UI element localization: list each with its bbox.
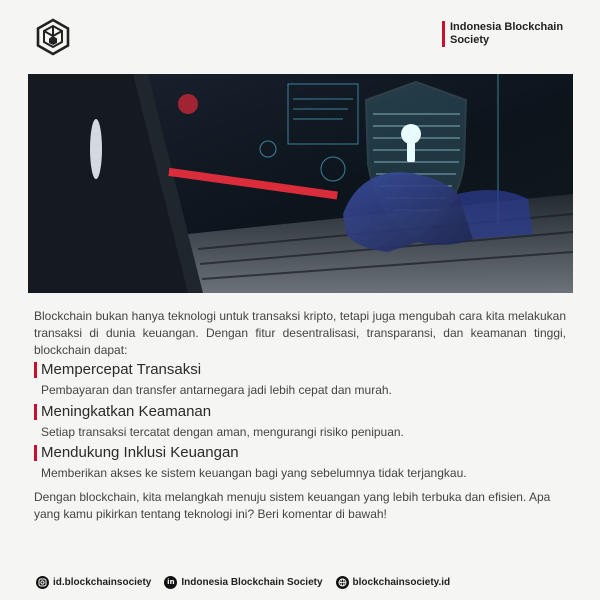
linkedin-link[interactable] bbox=[164, 576, 322, 589]
benefit-description: Setiap transaksi tercatat dengan aman, mengurangi risiko penipuan. bbox=[41, 425, 404, 439]
benefit-title: Mendukung Inklusi Keuangan bbox=[41, 444, 239, 461]
instagram-icon bbox=[36, 576, 49, 589]
intro-text: Blockchain bukan hanya teknologi untuk transaksi kripto, tetapi juga mengubah cara kita melakukan transaksi di dunia keuangan. Dengan fitur desentralisasi, transparansi, dan keamanan tinggi, blockchain dapat: bbox=[34, 309, 566, 357]
accent-bar bbox=[34, 404, 37, 420]
blockchain-cube-icon bbox=[36, 18, 70, 56]
benefit-item bbox=[34, 444, 564, 481]
globe-icon bbox=[336, 576, 349, 589]
benefit-item bbox=[34, 403, 564, 440]
website-link[interactable] bbox=[336, 576, 451, 589]
linkedin-icon: in bbox=[164, 576, 177, 589]
org-name: Indonesia Blockchain Society bbox=[442, 21, 572, 47]
benefit-item bbox=[34, 361, 564, 398]
social-footer bbox=[36, 574, 566, 590]
linkedin-name: Indonesia Blockchain Society bbox=[181, 576, 323, 588]
accent-bar bbox=[34, 362, 37, 378]
hero-image bbox=[28, 74, 573, 293]
accent-bar bbox=[34, 445, 37, 461]
outro-text: Dengan blockchain, kita melangkah menuju sistem keuangan yang lebih terbuka dan efisien. Apa yang kamu pikirkan tentang teknologi ini? Beri komentar di bawah! bbox=[34, 490, 551, 521]
instagram-handle: id.blockchainsociety bbox=[53, 576, 152, 588]
benefit-description: Memberikan akses ke sistem keuangan bagi yang sebelumnya tidak terjangkau. bbox=[41, 466, 467, 480]
website-url: blockchainsociety.id bbox=[352, 576, 451, 588]
benefit-title: Meningkatkan Keamanan bbox=[41, 403, 212, 420]
benefit-title: Mempercepat Transaksi bbox=[41, 361, 202, 378]
instagram-link[interactable] bbox=[36, 576, 151, 589]
benefit-description: Pembayaran dan transfer antarnegara jadi lebih cepat dan murah. bbox=[41, 383, 392, 397]
